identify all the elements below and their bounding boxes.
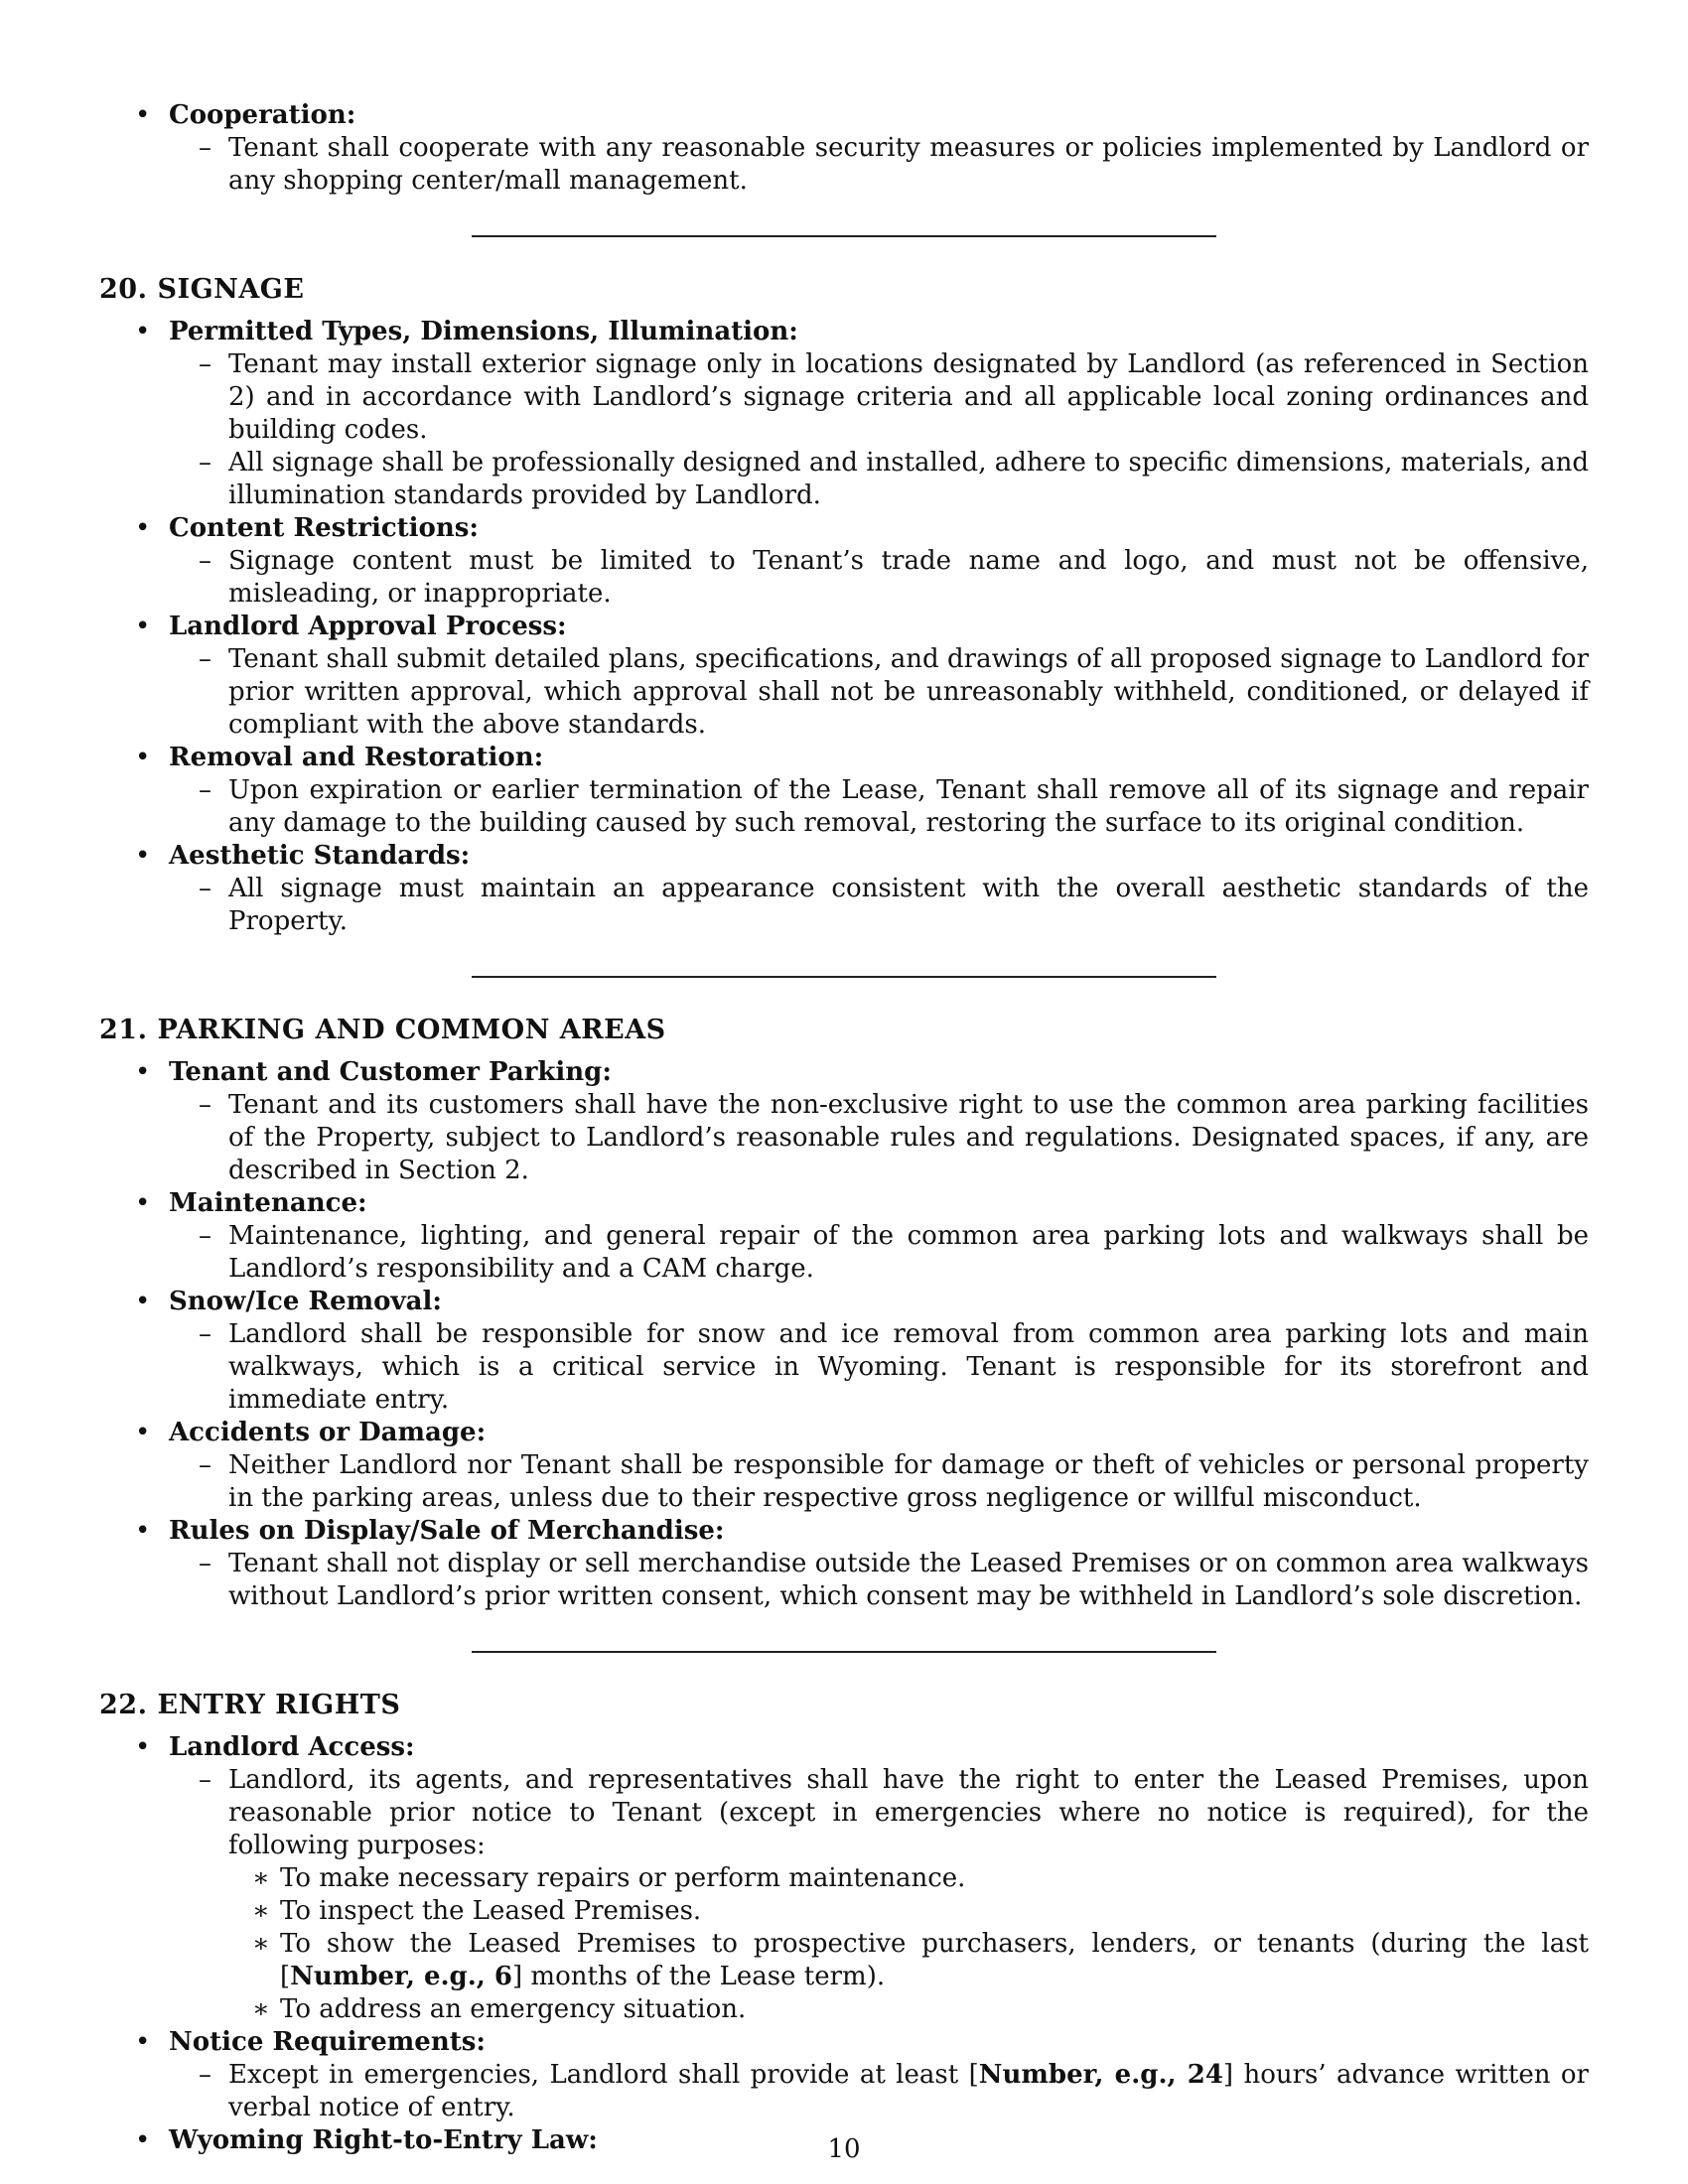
section-21-heading bbox=[99, 1014, 1589, 1046]
removal-restoration-text: – Upon expiration or earlier termination of the Lease, Tenant shall remove all of its signage and repair any damage to the building caused by such removal, restoring the surface to its original condition. bbox=[169, 774, 1589, 840]
list-item bbox=[99, 1417, 1589, 1515]
section-20-heading bbox=[99, 273, 1589, 306]
page-content bbox=[99, 99, 1589, 2157]
merchandise-label: Rules on Display/Sale of Merchandise: bbox=[169, 1516, 725, 1546]
list-item bbox=[99, 1187, 1589, 1286]
notice-placeholder: Number, e.g., 24 bbox=[978, 2060, 1223, 2090]
permitted-types-label: Permitted Types, Dimensions, Illumination: bbox=[169, 317, 798, 346]
section-divider bbox=[472, 1651, 1216, 1653]
section-20-title: SIGNAGE bbox=[157, 274, 305, 305]
cooperation-item bbox=[99, 99, 1589, 198]
landlord-access-label: Landlord Access: bbox=[169, 1732, 415, 1762]
page-number: 10 bbox=[827, 2134, 861, 2164]
content-restrictions-label: Content Restrictions: bbox=[169, 513, 480, 543]
notice-requirements-label: Notice Requirements: bbox=[169, 2027, 486, 2057]
cooperation-label: Cooperation: bbox=[169, 100, 356, 130]
tenant-parking-label: Tenant and Customer Parking: bbox=[169, 1057, 612, 1087]
entry-purpose-3-placeholder: Number, e.g., 6 bbox=[290, 1962, 512, 1991]
section-22-title: ENTRY RIGHTS bbox=[157, 1690, 401, 1720]
section-21-title: PARKING AND COMMON AREAS bbox=[157, 1015, 666, 1045]
merchandise-text: – Tenant shall not display or sell merchandise outside the Leased Premises or on common area walkways without Landlord’s prior written consent, which consent may be withheld in Landlord’s sole discretion. bbox=[169, 1548, 1589, 1613]
list-item bbox=[99, 1286, 1589, 1417]
list-item bbox=[99, 2026, 1589, 2124]
section-22-number: 22. bbox=[99, 1690, 148, 1720]
list-item bbox=[99, 1731, 1589, 2026]
maintenance-text: – Maintenance, lighting, and general repair of the common area parking lots and walkways shall be Landlord’s responsibility and a CAM charge. bbox=[169, 1220, 1589, 1286]
section-21-number: 21. bbox=[99, 1015, 148, 1045]
permitted-types-text-2: – All signage shall be professionally designed and installed, adhere to specific dimensions, materials, and illumination standards provided by Landlord. bbox=[169, 447, 1589, 512]
entry-purpose-item: ∗ To make necessary repairs or perform maintenance. bbox=[228, 1862, 1589, 1895]
entry-purpose-item bbox=[228, 1928, 1589, 1993]
content-restrictions-text: – Signage content must be limited to Tenant’s trade name and logo, and must not be offensive, misleading, or inappropriate. bbox=[169, 545, 1589, 611]
approval-process-text: – Tenant shall submit detailed plans, specifications, and drawings of all proposed signage to Landlord for prior written approval, which approval shall not be unreasonably withheld, conditioned, or delayed if compliant with the above standards. bbox=[169, 643, 1589, 742]
section-20-list bbox=[99, 316, 1589, 938]
removal-restoration-label: Removal and Restoration: bbox=[169, 743, 544, 772]
list-item bbox=[99, 316, 1589, 512]
list-item bbox=[99, 512, 1589, 611]
accidents-label: Accidents or Damage: bbox=[169, 1418, 487, 1447]
list-item bbox=[99, 742, 1589, 840]
section-divider bbox=[472, 976, 1216, 978]
notice-post: ] hours’ advance written or verbal notice of entry. bbox=[228, 2060, 1589, 2122]
wyoming-law-label: Wyoming Right-to-Entry Law: bbox=[169, 2125, 598, 2155]
list-item bbox=[99, 611, 1589, 742]
entry-purpose-item: ∗ To address an emergency situation. bbox=[228, 1993, 1589, 2026]
snow-removal-label: Snow/Ice Removal: bbox=[169, 1287, 442, 1316]
entry-purpose-3-post: ] months of the Lease term). bbox=[512, 1962, 886, 1991]
approval-process-label: Landlord Approval Process: bbox=[169, 612, 567, 641]
accidents-text: – Neither Landlord nor Tenant shall be responsible for damage or theft of vehicles or personal property in the parking areas, unless due to their respective gross negligence or willful misconduct. bbox=[169, 1449, 1589, 1515]
entry-purpose-item: ∗ To inspect the Leased Premises. bbox=[228, 1895, 1589, 1928]
list-item bbox=[99, 1056, 1589, 1187]
list-item bbox=[99, 840, 1589, 938]
aesthetic-standards-label: Aesthetic Standards: bbox=[169, 841, 471, 871]
section-22-heading bbox=[99, 1689, 1589, 1721]
permitted-types-text-1: – Tenant may install exterior signage only in locations designated by Landlord (as referenced in Section 2) and in accordance with Landlord’s signage criteria and all applicable local zoning ordinances and building codes. bbox=[169, 348, 1589, 447]
cooperation-list bbox=[99, 99, 1589, 198]
aesthetic-standards-text: – All signage must maintain an appearance consistent with the overall aesthetic standards of the Property. bbox=[169, 873, 1589, 938]
section-20-number: 20. bbox=[99, 274, 148, 305]
tenant-parking-text: – Tenant and its customers shall have the non-exclusive right to use the common area parking facilities of the Property, subject to Landlord’s reasonable rules and regulations. Designated spaces, if any, are described in Section 2. bbox=[169, 1089, 1589, 1187]
cooperation-text: – Tenant shall cooperate with any reasonable security measures or policies implemented by Landlord or any shopping center/mall management. bbox=[169, 132, 1589, 198]
notice-pre: Except in emergencies, Landlord shall provide at least [ bbox=[228, 2060, 979, 2090]
snow-removal-text: – Landlord shall be responsible for snow and ice removal from common area parking lots and main walkways, which is a critical service in Wyoming. Tenant is responsible for its storefront and immediate entry. bbox=[169, 1318, 1589, 1417]
list-item bbox=[99, 1515, 1589, 1613]
landlord-access-intro: Landlord, its agents, and representatives shall have the right to enter the Leased Premises, upon reasonable prior notice to Tenant (except in emergencies where no notice is required), for the following purposes: bbox=[228, 1765, 1589, 1860]
section-divider bbox=[472, 235, 1216, 237]
maintenance-label: Maintenance: bbox=[169, 1188, 367, 1218]
section-21-list bbox=[99, 1056, 1589, 1613]
notice-requirements-text bbox=[169, 2059, 1589, 2124]
section-22-list bbox=[99, 1731, 1589, 2157]
landlord-access-text bbox=[169, 1764, 1589, 2026]
entry-purpose-3-pre: To show the Leased Premises to prospective purchasers, lenders, or tenants (during the last [ bbox=[280, 1929, 1589, 1991]
